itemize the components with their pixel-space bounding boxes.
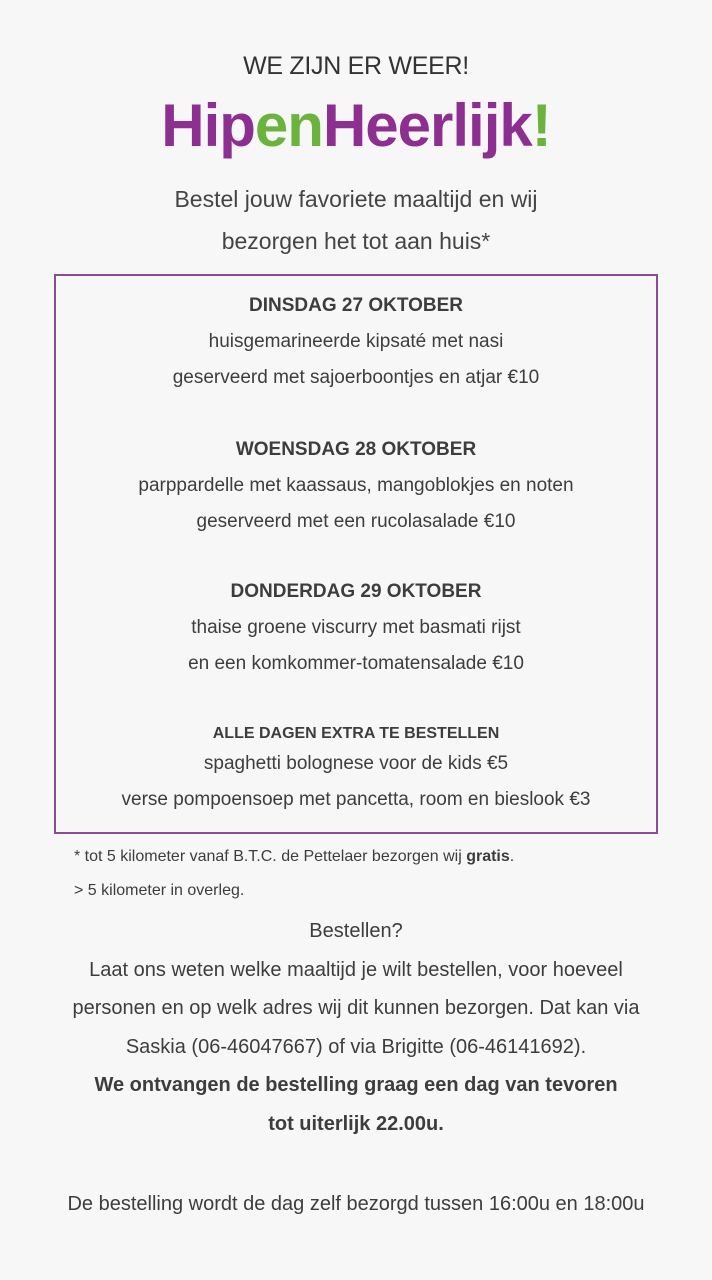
order-title: Bestellen?	[309, 920, 403, 942]
logo-part-heerlijk: Heerlijk	[322, 92, 532, 159]
delivery-note-free	[74, 845, 514, 869]
intro-text	[0, 178, 712, 262]
delivery-time-text: De bestelling wordt de dag zelf bezorgd tussen 16:00u en 18:00u	[67, 1193, 645, 1215]
brand-logo	[0, 90, 712, 162]
extra-dish-line: verse pompoensoep met pancetta, room en bieslook €3	[121, 789, 591, 810]
menu-day-wednesday	[56, 438, 656, 540]
day-dish-line: geserveerd met sajoerboontjes en atjar €10	[172, 367, 540, 388]
order-section	[0, 912, 712, 1143]
menu-day-thursday	[56, 580, 656, 682]
extra-title: ALLE DAGEN EXTRA TE BESTELLEN	[212, 725, 500, 742]
day-title: DINSDAG 27 OKTOBER	[249, 295, 463, 316]
day-dish-line: parppardelle met kaassaus, mangoblokjes en noten	[138, 475, 574, 496]
logo-part-exclamation: !	[531, 92, 551, 159]
order-deadline-line-1: We ontvangen de bestelling graag een dag van tevoren	[94, 1074, 618, 1096]
day-dish-line: geserveerd met een rucolasalade €10	[196, 511, 516, 532]
headline: WE ZIJN ER WEER!	[243, 52, 469, 80]
extra-dish-line: spaghetti bolognese voor de kids €5	[203, 753, 509, 774]
menu-extra	[56, 722, 656, 818]
order-line-1: Laat ons weten welke maaltijd je wilt bestellen, voor hoeveel	[89, 958, 623, 981]
order-line-2: personen en op welk adres wij dit kunnen bezorgen. Dat kan via	[72, 997, 640, 1019]
intro-line-1: Bestel jouw favoriete maaltijd en wij	[174, 186, 538, 212]
day-dish-line: thaise groene viscurry met basmati rijst	[191, 617, 521, 638]
day-dish-line: huisgemarineerde kipsaté met nasi	[208, 331, 504, 352]
day-title: DONDERDAG 29 OKTOBER	[230, 581, 482, 602]
menu-box	[54, 274, 658, 834]
intro-line-2: bezorgen het tot aan huis*	[221, 228, 491, 254]
note-suffix: .	[509, 848, 515, 865]
order-line-3: Saskia (06-46047667) of via Brigitte (06-46141692).	[125, 1035, 587, 1058]
logo-part-hip: Hip	[161, 92, 255, 159]
delivery-note-distance: > 5 kilometer in overleg.	[74, 882, 245, 899]
note-bold-free: gratis	[466, 848, 510, 865]
note-prefix: * tot 5 kilometer vanaf B.T.C. de Pettelaer bezorgen wij	[74, 848, 467, 865]
day-dish-line: en een komkommer-tomatensalade €10	[188, 653, 524, 674]
order-deadline-line-2: tot uiterlijk 22.00u.	[268, 1112, 444, 1135]
day-title: WOENSDAG 28 OKTOBER	[235, 439, 477, 460]
logo-part-en: en	[254, 92, 323, 159]
menu-day-tuesday	[56, 294, 656, 396]
